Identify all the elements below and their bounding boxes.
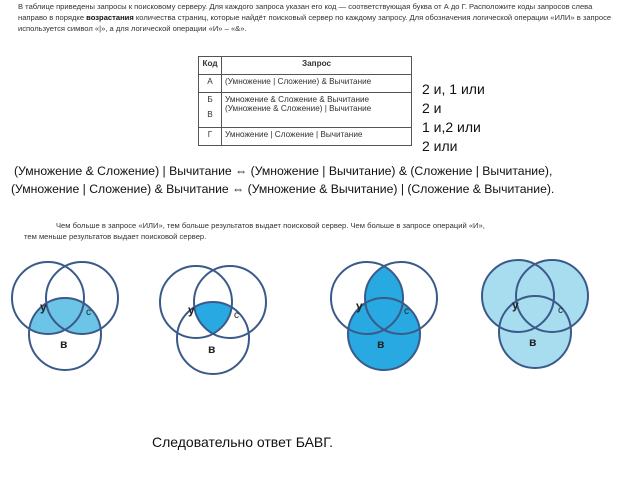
queries-table bbox=[198, 56, 412, 146]
code-cell-merged bbox=[199, 93, 222, 128]
formula-line: (Умножение & Сложение) | Вычитание ⇔ (Умножение | Вычитание) & (Сложение | Вычитание), bbox=[14, 164, 553, 178]
label-s: с bbox=[234, 310, 239, 321]
task-emphasis: возрастания bbox=[86, 13, 134, 22]
header-code: Код bbox=[199, 57, 222, 75]
label-y: у bbox=[188, 303, 195, 317]
code-cell: В bbox=[207, 110, 213, 119]
label-y: у bbox=[40, 300, 47, 314]
label-v: в bbox=[208, 342, 216, 356]
count-note: 2 или bbox=[422, 138, 458, 154]
code-cell: А bbox=[199, 75, 222, 93]
query-cell: (Умножение | Сложение) & Вычитание bbox=[222, 75, 412, 93]
query-cell: Умножение | Сложение | Вычитание bbox=[222, 128, 412, 146]
count-note: 2 и bbox=[422, 100, 442, 116]
venn-diagrams bbox=[0, 250, 640, 430]
operation-counts bbox=[422, 80, 485, 156]
table-row bbox=[199, 75, 412, 93]
remark-line: Чем больше в запросе «ИЛИ», тем больше результатов выдает поисковой сервер. Чем больше в запросе операций «И», bbox=[56, 221, 485, 230]
code-cell: Б bbox=[207, 95, 213, 104]
query-cell: (Умножение & Сложение) | Вычитание bbox=[225, 104, 372, 113]
task-statement bbox=[18, 1, 618, 34]
table-row bbox=[199, 93, 412, 128]
answer-text: Следовательно ответ БАВГ. bbox=[152, 434, 334, 450]
task-text-after: количества страниц, которые найдёт поисковый сервер по каждому запросу. Для обозначения логической операции «ИЛИ» в запросе используется символ «|», а для логической операции «И» – «&». bbox=[18, 13, 612, 33]
table-row bbox=[199, 128, 412, 146]
venn-diagram bbox=[160, 266, 266, 374]
label-y: у bbox=[512, 298, 519, 312]
count-note: 1 и,2 или bbox=[422, 119, 481, 135]
venn-diagram bbox=[12, 262, 118, 370]
query-cell-merged bbox=[222, 93, 412, 128]
header-query: Запрос bbox=[222, 57, 412, 75]
label-y: у bbox=[356, 299, 363, 313]
label-v: в bbox=[529, 335, 537, 349]
label-s: с bbox=[558, 305, 563, 316]
venn-diagram bbox=[482, 260, 588, 368]
code-cell: Г bbox=[199, 128, 222, 146]
label-v: в bbox=[377, 337, 385, 351]
query-cell: Умножение & Сложение & Вычитание bbox=[225, 95, 370, 104]
remark bbox=[24, 220, 624, 242]
distributive-formulas bbox=[11, 162, 634, 198]
venn-diagram bbox=[331, 262, 437, 370]
formula-line: (Умножение | Сложение) & Вычитание ⇔ (Умножение & Вычитание) | (Сложение & Вычитание). bbox=[11, 182, 555, 196]
task-text-before: В таблице приведены запросы к поисковому серверу. Для каждого запроса указан его код — соответствующая буква от А до Г. Расположите коды запросов слева направо в порядке bbox=[18, 2, 593, 22]
shaded-region bbox=[348, 262, 437, 370]
label-v: в bbox=[60, 337, 68, 351]
shaded-region bbox=[482, 260, 588, 368]
label-s: с bbox=[86, 307, 91, 318]
label-s: с bbox=[404, 306, 409, 317]
table-header-row bbox=[199, 57, 412, 75]
remark-line: тем меньше результатов выдает поисковой сервер. bbox=[24, 232, 207, 241]
count-note: 2 и, 1 или bbox=[422, 81, 485, 97]
